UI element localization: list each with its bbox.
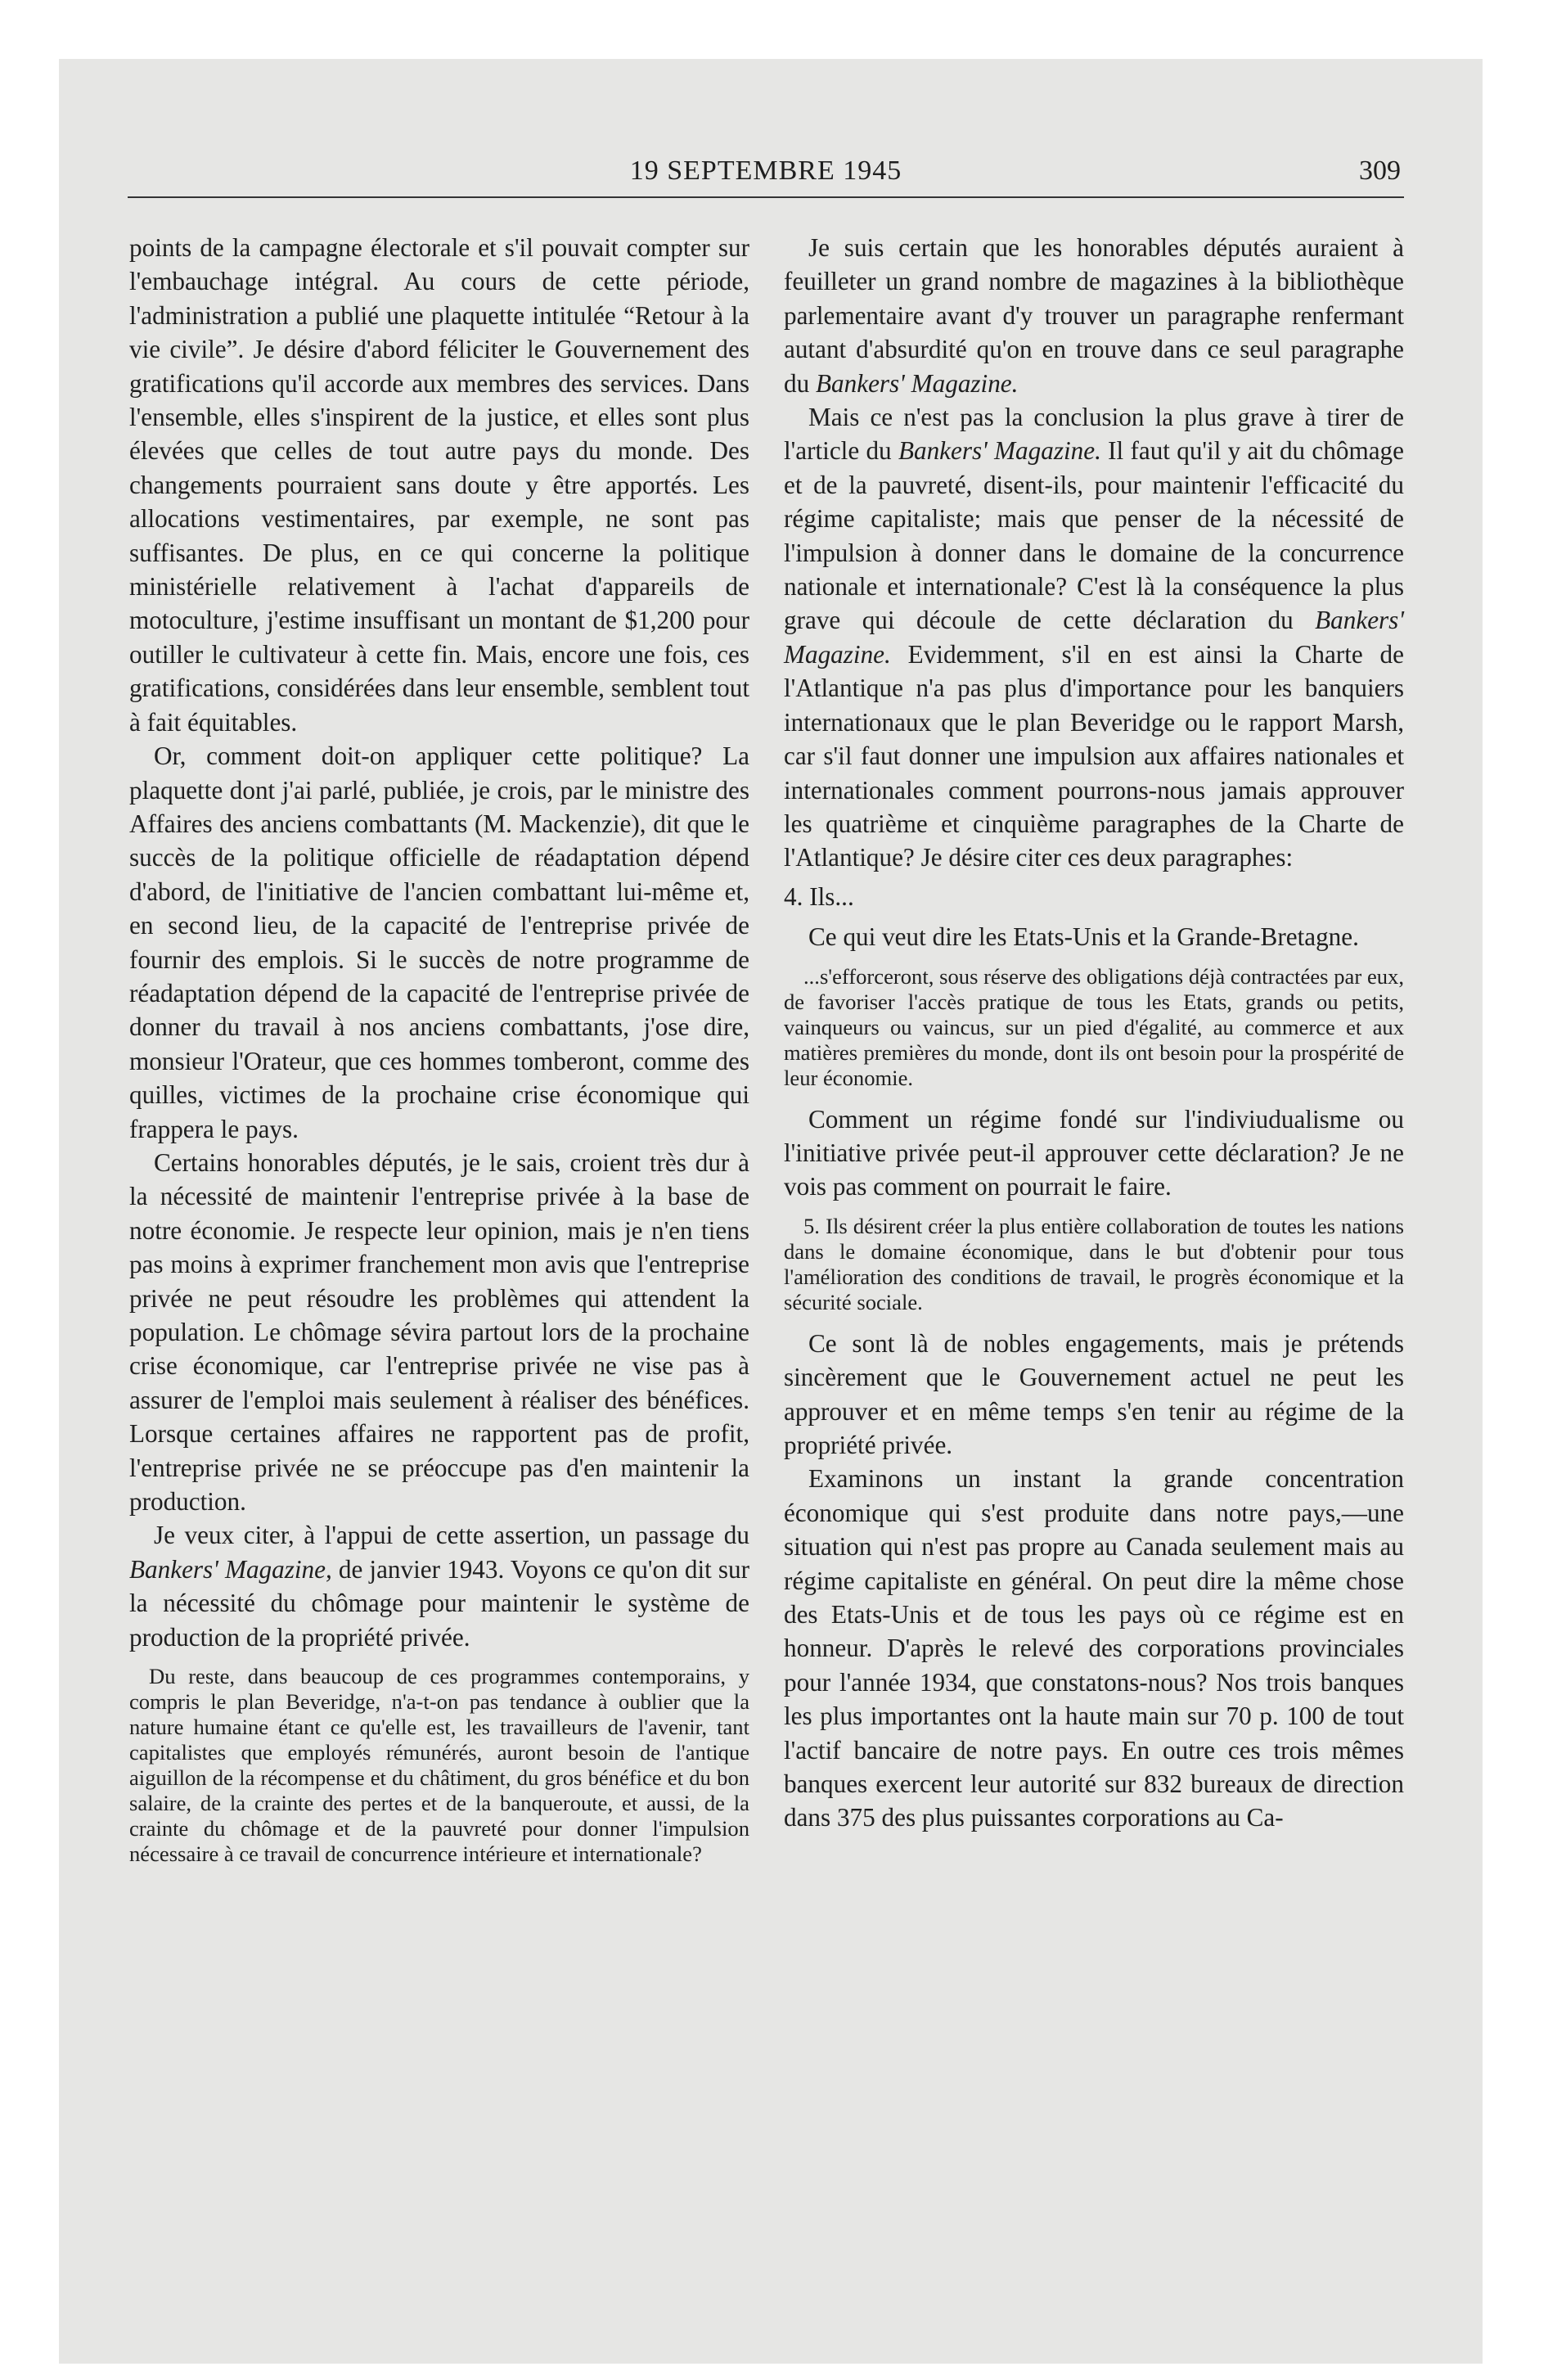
paragraph: Ce qui veut dire les Etats-Unis et la Grande-Bretagne. <box>808 922 1359 952</box>
list-item: 4. Ils... <box>784 881 854 911</box>
text-run: Je suis certain que les honorables députés auraient à feuilleter un grand nombre de magazines à la bibliothèque parlementaire avant d'y trouver un paragraphe renfermant autant d'absurdité qu'on en trouve dans ce seul paragraphe du <box>784 233 1404 398</box>
block-quote: 5. Ils désirent créer la plus entière collaboration de toutes les nations dans le domaine économique, dans le but d'obtenir pour tous l'amélioration des conditions de travail, le progrès économique et la sécurité sociale. <box>784 1213 1404 1314</box>
page-header <box>128 156 1404 198</box>
publication-title: Bankers' Magazine. <box>784 606 1404 669</box>
text-run: de janvier 1943. Voyons ce qu'on dit sur la nécessité du chômage pour maintenir le système de production de la propriété privée. <box>129 1554 749 1652</box>
paragraph <box>129 1518 749 1654</box>
paragraph: Comment un régime fondé sur l'indiviudualisme ou l'initiative privée peut-il approuver cette déclaration? Je ne vois pas comment on pourrait le faire. <box>784 1104 1404 1201</box>
paragraph: Ce sont là de nobles engagements, mais je prétends sincèrement que le Gouvernement actuel ne peut les approuver et en même temps s'en tenir au régime de la propriété privée. <box>784 1328 1404 1459</box>
text-run: Mais ce n'est pas la conclusion la plus grave à tirer de l'article du <box>784 403 1404 466</box>
paragraph: Or, comment doit-on appliquer cette politique? La plaquette dont j'ai parlé, publiée, je crois, par le ministre des Affaires des anciens combattants (M. Mackenzie), dit que le succès de la politique officielle de réadaptation dépend d'abord, de l'initiative de l'ancien combattant lui-même et, en second lieu, de la capacité de l'entreprise privée de fournir des emplois. Si le succès de notre programme de réadaptation dépend de la capacité de l'entreprise privée de donner du travail à nos anciens combattants, j'ose dire, monsieur l'Orateur, que ces hommes tomberont, comme des quilles, victimes de la prochaine crise économique qui frappera le pays. <box>129 741 749 1143</box>
paragraph: points de la campagne électorale et s'il pouvait compter sur l'embauchage intégral. Au cours de cette période, l'administration a publié une plaquette intitulée “Retour à la vie civile”. Je désire d'abord féliciter le Gouvernement des gratifications qu'il accorde aux membres des services. Dans l'ensemble, elles s'inspirent de la justice, et elles sont plus élevées que celles de tout autre pays du monde. Des changements pourraient sans doute y être apportés. Les allocations vestimentaires, par exemple, ne sont pas suffisantes. De plus, en ce qui concerne la politique ministérielle relativement à l'achat d'appareils de motoculture, j'estime insuffisant un montant de $1,200 pour outiller le cultivateur à cette fin. Mais, encore une fois, ces gratifications, considérées dans leur ensemble, semblent tout à fait équitables. <box>129 233 749 737</box>
paragraph <box>784 400 1404 875</box>
block-quote: ...s'efforceront, sous réserve des obligations déjà contractées par eux, de favoriser l'accès pratique de tous les Etats, grands ou petits, vainqueurs ou vaincus, sur un pied d'égalité, au commerce et aux matières premières du monde, dont ils ont besoin pour la prospérité de leur économie. <box>784 963 1404 1090</box>
text-run: Je veux citer, à l'appui de cette assertion, un passage du <box>154 1521 749 1550</box>
page-number: 309 <box>1359 156 1401 186</box>
header-date: 19 SEPTEMBRE 1945 <box>629 156 902 186</box>
block-quote: Du reste, dans beaucoup de ces programmes contemporains, y compris le plan Beveridge, n'a-t-on pas tendance à oublier que la nature humaine étant ce qu'elle est, les travailleurs de l'avenir, tant capitalistes que employés rémunérés, auront besoin de l'antique aiguillon de la récompense et du châtiment, du gros bénéfice et du bon salaire, de la crainte des pertes et de la banqueroute, et aussi, de la crainte du chômage et de la pauvreté pour donner l'impulsion nécessaire à ce travail de concurrence intérieure et internationale? <box>129 1664 749 1867</box>
publication-title: Bankers' Magazine. <box>815 368 1019 398</box>
text-run: Il faut qu'il y ait du chômage et de la pauvreté, disent-ils, pour maintenir l'efficacité du régime capitaliste; mais que penser de la nécessité de l'impulsion à donner dans le domaine de la concurrence nationale et internationale? C'est là la conséquence la plus grave qui découle de cette déclaration du <box>784 436 1404 635</box>
publication-title: Bankers' Magazine. <box>898 436 1101 466</box>
right-column <box>784 231 1404 1835</box>
paragraph: Certains honorables députés, je le sais, croient très dur à la nécessité de maintenir l'entreprise privée à la base de notre économie. Je respecte leur opinion, mais je n'en tiens pas moins à exprimer franchement mon avis que l'entreprise privée ne peut résoudre les problèmes qui attendent la population. Le chômage sévira partout lors de la prochaine crise économique, car l'entreprise privée ne vise pas à assurer de l'emploi mais seulement à réaliser des bénéfices. Lorsque certaines affaires ne rapportent pas de profit, l'entreprise privée ne se préoccupe pas d'en maintenir la production. <box>129 1147 749 1517</box>
text-run: Evidemment, s'il en est ainsi la Charte de l'Atlantique n'a pas plus d'importance pour les banquiers internationaux que le plan Beveridge ou le rapport Marsh, car s'il faut donner une impulsion aux affaires nationales et internationales comment pourrons-nous jamais approuver les quatrième et cinquième paragraphes de la Charte de l'Atlantique? Je désire citer ces deux paragraphes: <box>784 639 1404 872</box>
left-column <box>129 231 749 1878</box>
publication-title: Bankers' Magazine, <box>129 1554 332 1584</box>
paragraph: Examinons un instant la grande concentration économique qui s'est produite dans notre pays,—une situation qui n'est pas propre au Canada seulement mais au régime capitaliste en général. On peut dire la même chose des Etats-Unis et de tous les pays où ce régime est en honneur. D'après le relevé des corporations provinciales pour l'année 1934, que constatons-nous? Nos trois banques les plus importantes ont la haute main sur 70 p. 100 de tout l'actif bancaire de notre pays. En outre ces trois mêmes banques exercent leur autorité sur 832 bureaux de direction dans 375 des plus puissantes corporations au Ca- <box>784 1464 1404 1832</box>
paragraph <box>784 231 1404 400</box>
